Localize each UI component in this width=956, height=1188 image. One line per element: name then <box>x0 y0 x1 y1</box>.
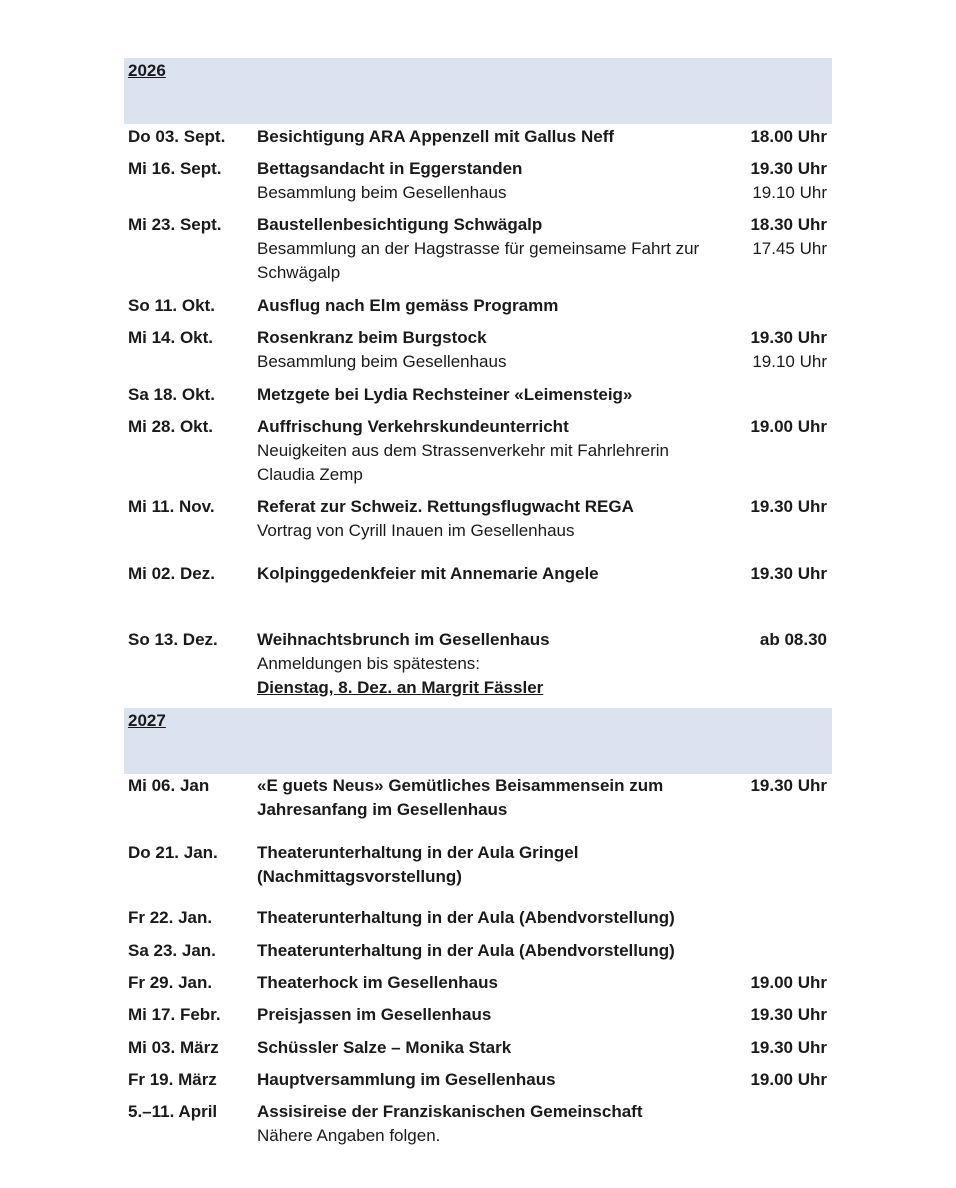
event-title: Besichtigung ARA Appenzell mit Gallus Neff <box>257 127 615 146</box>
event-title: Preisjassen im Gesellenhaus <box>257 1005 492 1024</box>
event-details: Neuigkeiten aus dem Strassenverkehr mit Fahrlehrerin Claudia Zemp <box>257 441 669 484</box>
event-title: Assisireise der Franziskanischen Gemeinschaft <box>257 1102 643 1121</box>
year-header-band <box>124 708 832 774</box>
event-time: 19.00 Uhr <box>750 973 827 992</box>
event-time: 19.30 Uhr <box>750 497 827 516</box>
event-title: Theaterunterhaltung in der Aula (Abendvorstellung) <box>257 941 675 960</box>
event-date: Mi 28. Okt. <box>128 417 214 436</box>
event-title: Bettagsandacht in Eggerstanden <box>257 159 523 178</box>
event-time: 19.30 Uhr <box>750 159 827 178</box>
event-date: Mi 17. Febr. <box>128 1005 221 1024</box>
event-details: Besammlung beim Gesellenhaus <box>257 183 507 202</box>
event-time: 19.00 Uhr <box>750 417 827 436</box>
event-title: Theaterunterhaltung in der Aula Gringel (Nachmittagsvorstellung) <box>257 843 579 886</box>
event-title: Theaterhock im Gesellenhaus <box>257 973 498 992</box>
event-time: 18.00 Uhr <box>750 127 827 146</box>
year-heading: 2027 <box>128 711 166 730</box>
event-date: Do 03. Sept. <box>128 127 226 146</box>
event-date: So 13. Dez. <box>128 630 218 649</box>
event-meeting-time: 19.10 Uhr <box>752 183 827 202</box>
event-title: Baustellenbesichtigung Schwägalp <box>257 215 543 234</box>
event-date: Fr 22. Jan. <box>128 908 213 927</box>
event-date: Mi 06. Jan <box>128 776 210 795</box>
event-time: 19.30 Uhr <box>750 1005 827 1024</box>
event-meeting-time: 17.45 Uhr <box>752 239 827 258</box>
event-date: Fr 19. März <box>128 1070 217 1089</box>
event-details: Besammlung beim Gesellenhaus <box>257 352 507 371</box>
year-heading: 2026 <box>128 61 166 80</box>
event-title: Rosenkranz beim Burgstock <box>257 328 487 347</box>
event-title: Auffrischung Verkehrskundeunterricht <box>257 417 569 436</box>
event-date: Mi 14. Okt. <box>128 328 214 347</box>
event-date: Sa 23. Jan. <box>128 941 216 960</box>
event-details: Vortrag von Cyrill Inauen im Gesellenhaus <box>257 521 575 540</box>
event-title: Weihnachtsbrunch im Gesellenhaus <box>257 630 550 649</box>
event-date: Mi 11. Nov. <box>128 497 215 516</box>
event-title: Hauptversammlung im Gesellenhaus <box>257 1070 556 1089</box>
registration-deadline: Dienstag, 8. Dez. an Margrit Fässler <box>257 678 544 697</box>
event-date: Mi 02. Dez. <box>128 564 215 583</box>
event-date: Mi 03. März <box>128 1038 219 1057</box>
year-header-band <box>124 58 832 124</box>
event-time: 18.30 Uhr <box>750 215 827 234</box>
event-date: Fr 29. Jan. <box>128 973 213 992</box>
event-title: «E guets Neus» Gemütliches Beisammensein zum Jahresanfang im Gesellenhaus <box>257 776 664 819</box>
event-time: ab 08.30 <box>759 630 827 649</box>
event-details: Nähere Angaben folgen. <box>257 1126 441 1145</box>
event-title: Kolpinggedenkfeier mit Annemarie Angele <box>257 564 599 583</box>
event-meeting-time: 19.10 Uhr <box>752 352 827 371</box>
event-title: Referat zur Schweiz. Rettungsflugwacht REGA <box>257 497 634 516</box>
event-title: Metzgete bei Lydia Rechsteiner «Leimensteig» <box>257 385 633 404</box>
event-date: Do 21. Jan. <box>128 843 218 862</box>
event-details: Anmeldungen bis spätestens: <box>257 654 481 673</box>
event-time: 19.30 Uhr <box>750 776 827 795</box>
event-time: 19.30 Uhr <box>750 328 827 347</box>
event-time: 19.30 Uhr <box>750 564 827 583</box>
event-time: 19.30 Uhr <box>750 1038 827 1057</box>
event-date: Mi 16. Sept. <box>128 159 222 178</box>
event-date: 5.–11. April <box>128 1102 218 1121</box>
event-date: So 11. Okt. <box>128 296 215 315</box>
event-time: 19.00 Uhr <box>750 1070 827 1089</box>
event-date: Sa 18. Okt. <box>128 385 215 404</box>
event-title: Theaterunterhaltung in der Aula (Abendvorstellung) <box>257 908 675 927</box>
event-details: Besammlung an der Hagstrasse für gemeinsame Fahrt zur Schwägalp <box>257 239 700 282</box>
event-title: Ausflug nach Elm gemäss Programm <box>257 296 559 315</box>
event-date: Mi 23. Sept. <box>128 215 222 234</box>
event-title: Schüssler Salze – Monika Stark <box>257 1038 512 1057</box>
